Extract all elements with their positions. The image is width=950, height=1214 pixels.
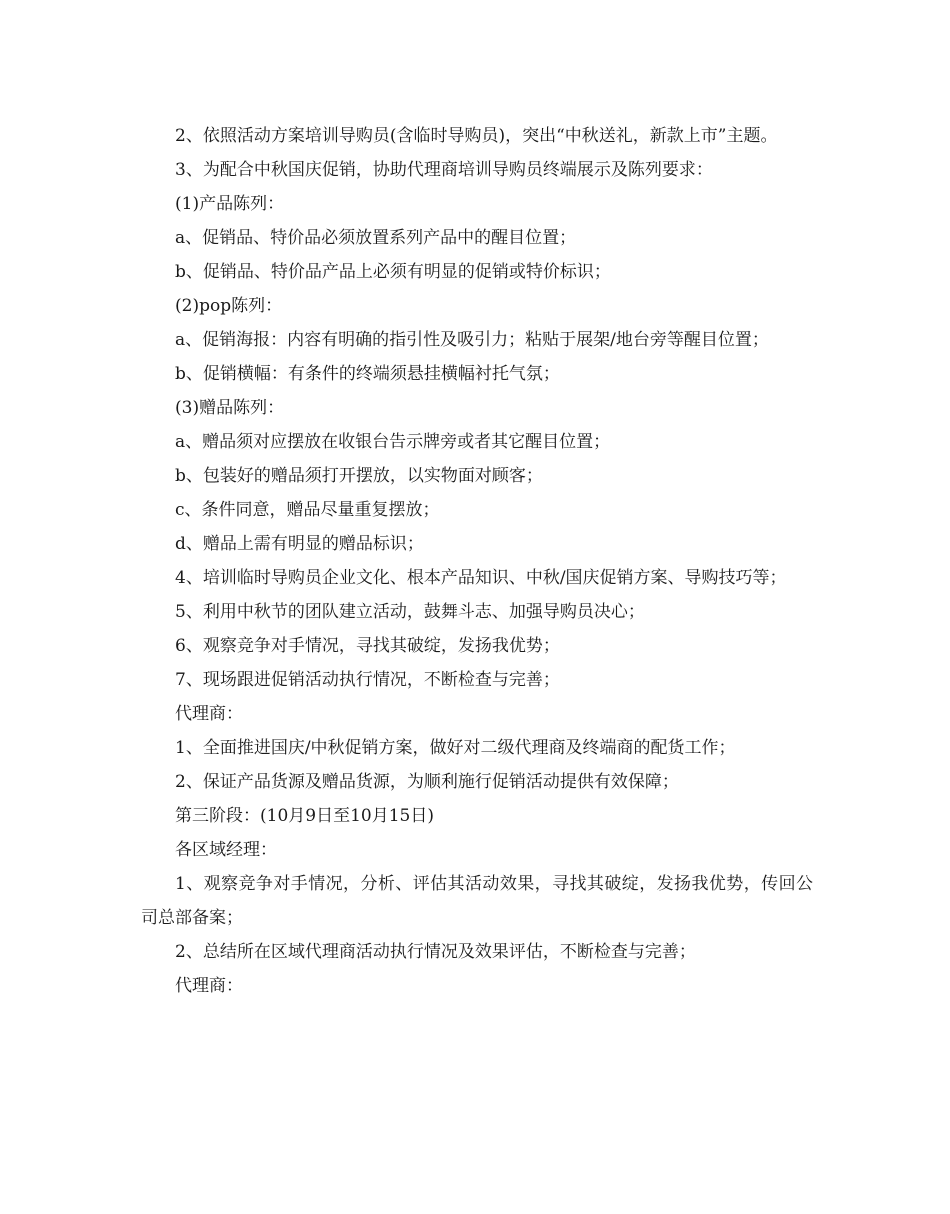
- paragraph-7: a、促销海报：内容有明确的指引性及吸引力；粘贴于展架/地台旁等醒目位置；: [175, 330, 769, 350]
- paragraph-20: 2、保证产品货源及赠品货源，为顺利施行促销活动提供有效保障；: [175, 772, 679, 792]
- paragraph-9: (3)赠品陈列：: [175, 398, 285, 418]
- document-body: [141, 119, 813, 1003]
- paragraph-18: 代理商：: [175, 704, 243, 724]
- paragraph-8: b、促销横幅：有条件的终端须悬挂横幅衬托气氛；: [175, 364, 560, 384]
- paragraph-21: 第三阶段：(10月9日至10月15日): [175, 806, 434, 826]
- paragraph-22: 各区域经理：: [175, 840, 277, 860]
- paragraph-10: a、赠品须对应摆放在收银台告示牌旁或者其它醒目位置；: [175, 432, 611, 452]
- paragraph-1: 2、依照活动方案培训导购员(含临时导购员)，突出“中秋送礼，新款上市”主题。: [175, 126, 778, 146]
- paragraph-4: a、促销品、特价品必须放置系列产品中的醒目位置；: [175, 228, 577, 248]
- paragraph-25: 代理商：: [175, 976, 243, 996]
- paragraph-24: 2、总结所在区域代理商活动执行情况及效果评估，不断检查与完善；: [175, 942, 696, 962]
- paragraph-13: d、赠品上需有明显的赠品标识；: [175, 534, 424, 554]
- paragraph-2: 3、为配合中秋国庆促销，协助代理商培训导购员终端展示及陈列要求：: [175, 160, 713, 180]
- paragraph-17: 7、现场跟进促销活动执行情况，不断检查与完善；: [175, 670, 560, 690]
- paragraph-11: b、包装好的赠品须打开摆放，以实物面对顾客；: [175, 466, 543, 486]
- paragraph-15: 5、利用中秋节的团队建立活动，鼓舞斗志、加强导购员决心；: [175, 602, 645, 622]
- paragraph-5: b、促销品、特价品产品上必须有明显的促销或特价标识；: [175, 262, 611, 282]
- paragraph-3: (1)产品陈列：: [175, 194, 285, 214]
- paragraph-23: 1、观察竞争对手情况，分析、评估其活动效果，寻找其破绽，发扬我优势，传回公司总部备案；: [141, 874, 813, 928]
- paragraph-19: 1、全面推进国庆/中秋促销方案，做好对二级代理商及终端商的配货工作；: [175, 738, 736, 758]
- paragraph-12: c、条件同意，赠品尽量重复摆放；: [175, 500, 440, 520]
- paragraph-14: 4、培训临时导购员企业文化、根本产品知识、中秋/国庆促销方案、导购技巧等；: [175, 568, 787, 588]
- paragraph-6: (2)pop陈列：: [175, 296, 283, 316]
- paragraph-16: 6、观察竞争对手情况，寻找其破绽，发扬我优势；: [175, 636, 560, 656]
